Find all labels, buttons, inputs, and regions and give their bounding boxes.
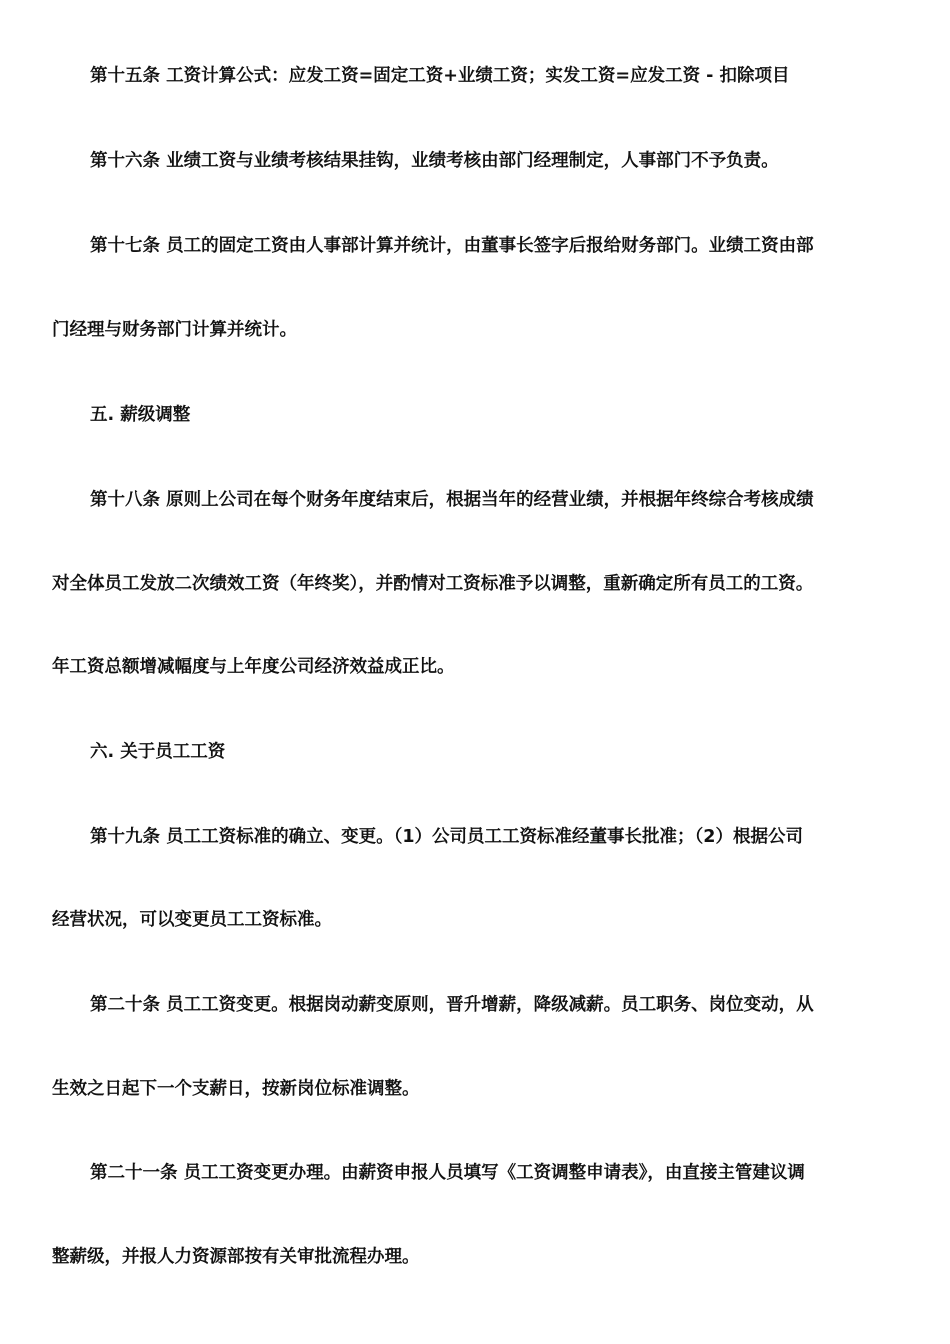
section-6-heading: 六. 关于员工工资 xyxy=(90,742,226,762)
article-15-line-1: 第十五条 工资计算公式：应发工资=固定工资+业绩工资；实发工资=应发工资 - 扣除项目 xyxy=(90,66,790,86)
article-18-line-2: 对全体员工发放二次绩效工资（年终奖），并酌情对工资标准予以调整，重新确定所有员工的工资。 xyxy=(52,574,814,594)
article-18-line-3: 年工资总额增减幅度与上年度公司经济效益成正比。 xyxy=(52,657,455,677)
article-18-line-1: 第十八条 原则上公司在每个财务年度结束后，根据当年的经营业绩，并根据年终综合考核成绩 xyxy=(90,490,814,510)
article-16-line-1: 第十六条 业绩工资与业绩考核结果挂钩，业绩考核由部门经理制定，人事部门不予负责。 xyxy=(90,151,779,171)
article-17-line-2: 门经理与财务部门计算并统计。 xyxy=(52,320,297,340)
article-21-line-2: 整薪级，并报人力资源部按有关审批流程办理。 xyxy=(52,1247,420,1267)
section-5-heading: 五. 薪级调整 xyxy=(90,405,191,425)
article-19-line-1: 第十九条 员工工资标准的确立、变更。（1）公司员工工资标准经董事长批准；（2）根据公司 xyxy=(90,827,803,847)
article-19-line-2: 经营状况，可以变更员工工资标准。 xyxy=(52,910,332,930)
article-17-line-1: 第十七条 员工的固定工资由人事部计算并统计，由董事长签字后报给财务部门。业绩工资由部 xyxy=(90,236,814,256)
article-20-line-2: 生效之日起下一个支薪日，按新岗位标准调整。 xyxy=(52,1079,420,1099)
article-21-line-1: 第二十一条 员工工资变更办理。由薪资申报人员填写《工资调整申请表》，由直接主管建议调 xyxy=(90,1163,805,1183)
article-20-line-1: 第二十条 员工工资变更。根据岗动薪变原则，晋升增薪，降级减薪。员工职务、岗位变动，从 xyxy=(90,995,814,1015)
